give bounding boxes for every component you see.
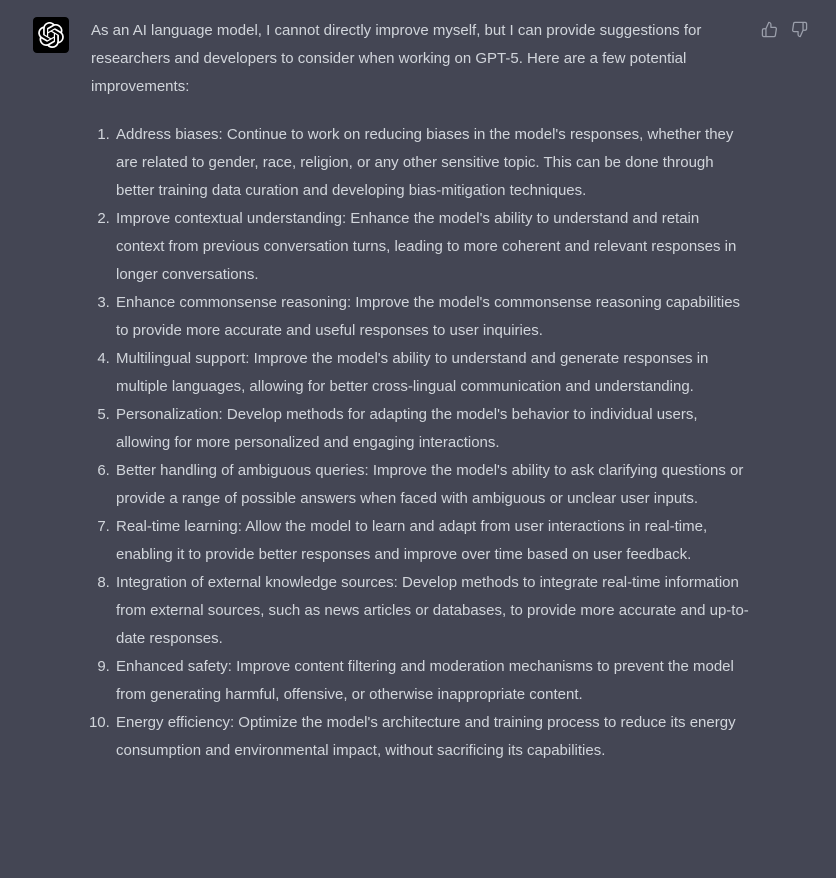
list-item: 2. Improve contextual understanding: Enhance the model's ability to understand and retain context from previous conversation turns, leading to more coherent and relevant responses in longer conversations. bbox=[114, 205, 749, 289]
thumbs-up-button[interactable] bbox=[761, 21, 778, 38]
list-item: 9. Enhanced safety: Improve content filtering and moderation mechanisms to prevent the model from generating harmful, offensive, or otherwise inappropriate content. bbox=[114, 653, 749, 709]
message-content bbox=[91, 17, 749, 765]
feedback-actions bbox=[761, 17, 808, 38]
list-item: 8. Integration of external knowledge sources: Develop methods to integrate real-time information from external sources, such as news articles or databases, to provide more accurate and up-to-date responses. bbox=[114, 569, 749, 653]
thumbs-down-button[interactable] bbox=[791, 21, 808, 38]
thumbs-up-icon bbox=[761, 21, 778, 38]
thumbs-down-icon bbox=[791, 21, 808, 38]
list-item: 6. Better handling of ambiguous queries: Improve the model's ability to ask clarifying questions or provide a range of possible answers when faced with ambiguous or unclear user inputs. bbox=[114, 457, 749, 513]
list-item: 10. Energy efficiency: Optimize the model's architecture and training process to reduce its energy consumption and environmental impact, without sacrificing its capabilities. bbox=[114, 709, 749, 765]
message-intro: As an AI language model, I cannot directly improve myself, but I can provide suggestions for researchers and developers to consider when working on GPT-5. Here are a few potential improvements: bbox=[91, 22, 702, 95]
openai-logo-icon bbox=[38, 22, 64, 48]
suggestions-list bbox=[91, 121, 749, 765]
list-item: 7. Real-time learning: Allow the model to learn and adapt from user interactions in real-time, enabling it to provide better responses and improve over time based on user feedback. bbox=[114, 513, 749, 569]
list-item: 1. Address biases: Continue to work on reducing biases in the model's responses, whether they are related to gender, race, religion, or any other sensitive topic. This can be done through better training data curation and developing bias-mitigation techniques. bbox=[114, 121, 749, 205]
list-item: 5. Personalization: Develop methods for adapting the model's behavior to individual users, allowing for more personalized and engaging interactions. bbox=[114, 401, 749, 457]
list-item: 3. Enhance commonsense reasoning: Improve the model's commonsense reasoning capabilities to provide more accurate and useful responses to user inquiries. bbox=[114, 289, 749, 345]
avatar bbox=[33, 17, 69, 53]
list-item: 4. Multilingual support: Improve the model's ability to understand and generate responses in multiple languages, allowing for better cross-lingual communication and understanding. bbox=[114, 345, 749, 401]
